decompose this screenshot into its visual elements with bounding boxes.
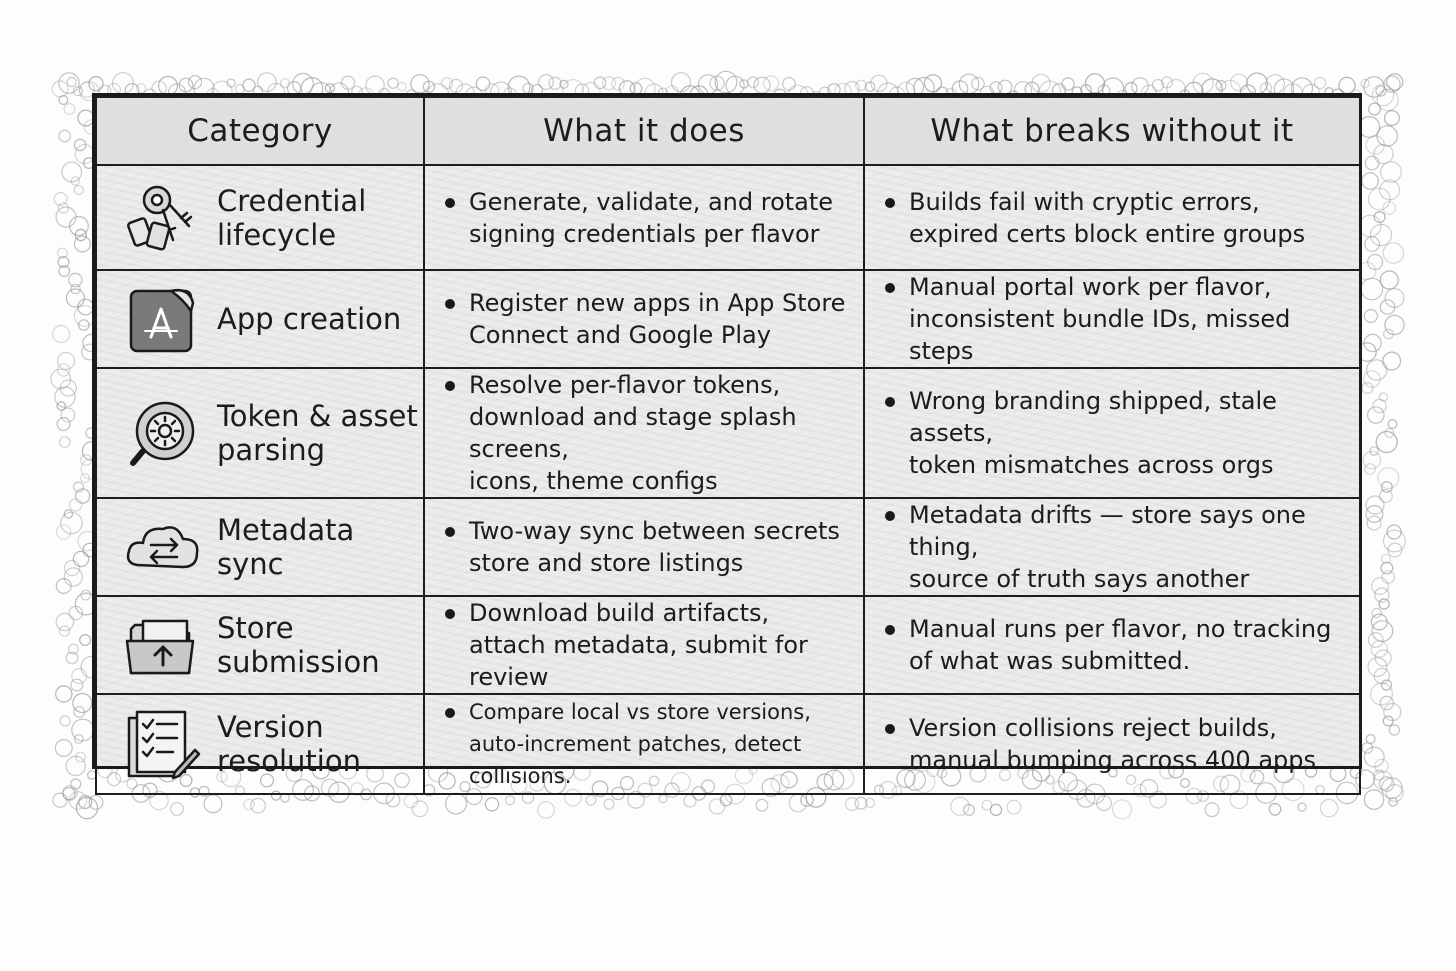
category-label: Store submission <box>217 611 380 679</box>
keys-icon <box>123 180 205 256</box>
cloud-sync-icon <box>123 509 205 585</box>
header-what-breaks: What breaks without it <box>864 97 1360 165</box>
category-label: App creation <box>217 302 402 336</box>
bullet-icon <box>885 397 895 407</box>
folder-upload-icon <box>123 607 205 683</box>
breaks-text: Wrong branding shipped, stale assets, token mismatches across orgs <box>909 387 1277 479</box>
category-label: Metadata sync <box>217 513 355 581</box>
table-row <box>96 165 1360 270</box>
bullet-icon <box>445 527 455 537</box>
does-text: Download build artifacts, attach metadata, submit for review <box>469 599 808 691</box>
bullet-icon <box>885 625 895 635</box>
app-store-icon <box>123 281 205 357</box>
header-what-it-does: What it does <box>424 97 864 165</box>
does-text: Resolve per-flavor tokens, download and stage splash screens, icons, theme configs <box>469 371 797 495</box>
does-text: Generate, validate, and rotate signing credentials per flavor <box>469 187 834 248</box>
does-text: Two-way sync between secrets store and store listings <box>469 517 840 577</box>
bullet-icon <box>885 198 895 208</box>
bullet-icon <box>445 198 455 208</box>
category-label: Credential lifecycle <box>217 183 367 252</box>
breaks-text: Metadata drifts — store says one thing, source of truth says another <box>909 501 1306 593</box>
bullet-icon <box>885 283 895 293</box>
magnifier-gear-icon <box>123 395 205 471</box>
table-row <box>96 498 1360 596</box>
does-text: Compare local vs store versions, auto-increment patches, detect collisions. <box>469 700 811 788</box>
bullet-icon <box>885 724 895 734</box>
table-row <box>96 270 1360 368</box>
header-category: Category <box>96 97 424 165</box>
comparison-table <box>92 93 1362 788</box>
bullet-icon <box>445 299 455 309</box>
table-row <box>96 368 1360 498</box>
table-row <box>96 694 1360 794</box>
bullet-icon <box>445 609 455 619</box>
breaks-text: Manual portal work per flavor, inconsistent bundle IDs, missed steps <box>909 273 1291 365</box>
bullet-icon <box>885 511 895 521</box>
does-text: Register new apps in App Store Connect and Google Play <box>469 289 846 349</box>
breaks-text: Version collisions reject builds, manual bumping across 400 apps <box>909 714 1316 774</box>
bullet-icon <box>445 708 455 718</box>
breaks-text: Builds fail with cryptic errors, expired certs block entire groups <box>909 187 1306 248</box>
category-label: Version resolution <box>217 710 361 778</box>
breaks-text: Manual runs per flavor, no tracking of what was submitted. <box>909 615 1332 675</box>
checklist-icon <box>123 706 205 782</box>
bullet-icon <box>445 381 455 391</box>
table-header-row <box>96 97 1360 165</box>
table-row <box>96 596 1360 694</box>
category-label: Token & asset parsing <box>217 399 418 467</box>
